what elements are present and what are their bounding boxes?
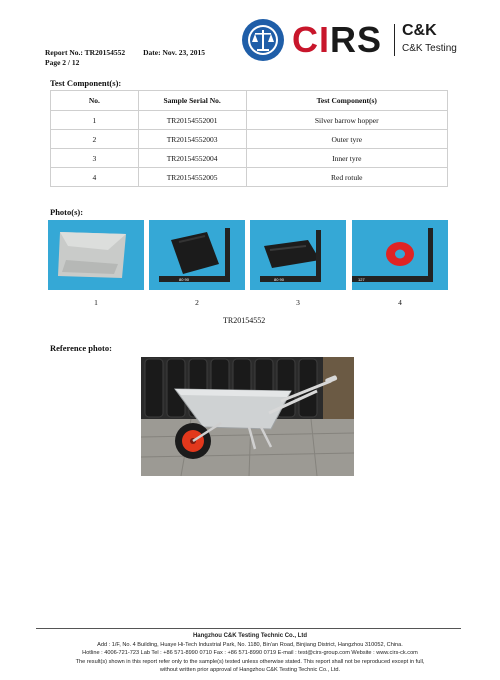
logo-divider: [394, 24, 395, 56]
cell-no: 2: [51, 130, 139, 149]
table-header-row: [51, 91, 448, 111]
ck-brand-sub: C&K Testing: [402, 43, 457, 54]
footer-disclaimer-2: without written prior approval of Hangzhou C&K Testing Technic Co., Ltd.: [159, 667, 341, 673]
cell-no: 3: [51, 149, 139, 168]
photos-heading: Photo(s):: [50, 207, 84, 217]
table-row: [51, 111, 448, 130]
cell-serial: TR20154552005: [138, 168, 246, 187]
page-number: Page 2 / 12: [45, 58, 80, 67]
cell-no: 4: [51, 168, 139, 187]
components-heading: Test Component(s):: [50, 78, 122, 88]
photo-label-2: 2: [195, 298, 199, 307]
footer-address: Add : 1/F, No. 4 Building, Huaye Hi-Tech Industrial Park, No. 1180, Bin'an Road, Binjiang District, Hangzhou 310052, China.: [97, 642, 403, 648]
cell-component: Outer tyre: [246, 130, 447, 149]
table-row: [51, 149, 448, 168]
footer-contact: Hotline : 4006-721-723 Lab Tel : +86 571-8990 0710 Fax : +86 571-8990 0719 E-mail : test@cirs-group.com Website : www.cirs-ck.com: [82, 650, 418, 656]
report-date: Date: Nov. 23, 2015: [143, 48, 205, 57]
report-number: Report No.: TR20154552: [45, 48, 126, 57]
cell-component: Silver barrow hopper: [246, 111, 447, 130]
components-table: [50, 90, 448, 187]
photo-serial-number: TR20154552: [223, 316, 266, 325]
photo-silver-hopper: [48, 220, 144, 290]
cell-component: Red rotule: [246, 168, 447, 187]
cell-component: Inner tyre: [246, 149, 447, 168]
reference-heading: Reference photo:: [50, 343, 112, 353]
photo-label-1: 1: [94, 298, 98, 307]
cell-serial: TR20154552003: [138, 130, 246, 149]
cell-serial: TR20154552004: [138, 149, 246, 168]
table-row: [51, 130, 448, 149]
cell-serial: TR20154552001: [138, 111, 246, 130]
footer-disclaimer-1: The result(s) shown in this report refer only to the sample(s) tested unless otherwise stated. This report shall not be reproduced except in full,: [75, 659, 425, 665]
col-component: Test Component(s): [246, 91, 447, 111]
report-line: [45, 48, 205, 57]
svg-text:80 90: 80 90: [179, 277, 190, 282]
cirs-logo-text: CIRS: [292, 19, 383, 60]
table-row: [51, 168, 448, 187]
ck-brand: C&K: [402, 22, 437, 39]
photo-outer-tyre: [149, 220, 245, 290]
cirs-seal-logo: [241, 18, 285, 62]
photo-inner-tyre: [250, 220, 346, 290]
footer-company: Hangzhou C&K Testing Technic Co., Ltd: [192, 633, 308, 639]
photo-label-4: 4: [398, 298, 402, 307]
photo-red-rotule: [352, 220, 448, 290]
reference-photo-wheelbarrow: [141, 357, 354, 476]
cell-no: 1: [51, 111, 139, 130]
col-no: No.: [51, 91, 139, 111]
svg-text:127: 127: [358, 277, 365, 282]
photo-label-3: 3: [296, 298, 300, 307]
footer-divider: [36, 628, 461, 629]
svg-text:80 90: 80 90: [274, 277, 285, 282]
col-serial: Sample Serial No.: [138, 91, 246, 111]
